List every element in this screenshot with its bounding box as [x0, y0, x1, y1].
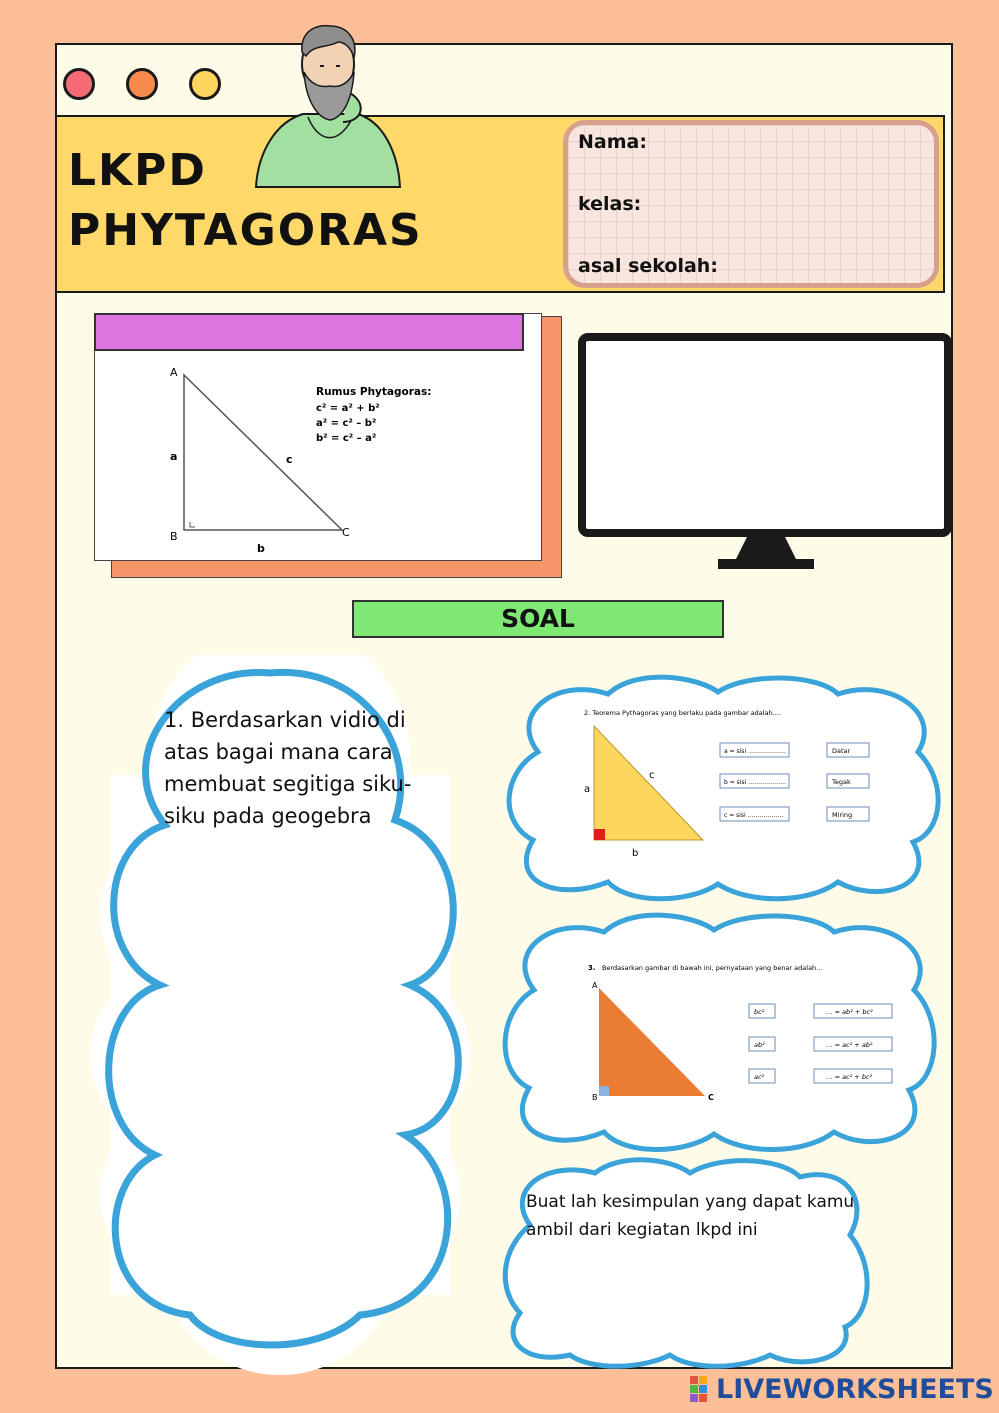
question2-option-3: Miring	[832, 811, 853, 819]
question3-right-term-3: … = ac² + bc²	[826, 1073, 873, 1081]
liveworksheets-logo-icon	[690, 1376, 716, 1402]
question2-prompt: 2. Teorema Pythagoras yang berlaku pada gambar adalah....	[584, 709, 781, 717]
school-label: asal sekolah:	[578, 255, 718, 277]
question2-side-b: b	[632, 848, 639, 858]
formula-line-3: b² = c² – a²	[316, 433, 377, 444]
question2-option-2: Tegak	[832, 778, 851, 786]
window-dot-yellow	[189, 68, 221, 100]
question2-blank-1: a = sisi ……………….	[724, 748, 786, 755]
side-b-label: b	[257, 542, 265, 555]
page-title-line2: PHYTAGORAS	[68, 205, 423, 256]
pythagoras-bust-illustration	[248, 22, 408, 192]
monitor-stand-icon	[716, 535, 816, 571]
question4-text: Buat lah kesimpulan yang dapat kamu ambil dari kegiatan lkpd ini	[526, 1192, 855, 1240]
question2-figure	[576, 700, 871, 858]
formula-diagram	[110, 360, 492, 560]
question3-vertex-b: B	[592, 1093, 598, 1102]
right-angle-marker	[594, 829, 605, 840]
question3-right-term-1: … = ab² + bc²	[826, 1008, 873, 1016]
vertex-c-label: C	[342, 526, 350, 539]
question3-vertex-c: C	[708, 1093, 714, 1102]
question3-figure	[582, 955, 900, 1110]
name-label: Nama:	[578, 131, 647, 153]
page-title-line1: LKPD	[68, 145, 207, 196]
question2-option-1: Datar	[832, 747, 851, 755]
formula-card-titlebar	[94, 313, 524, 351]
window-dot-red	[63, 68, 95, 100]
vertex-a-label: A	[170, 366, 178, 379]
question3-left-term-3: ac²	[754, 1073, 765, 1081]
formula-line-1: c² = a² + b²	[316, 403, 380, 414]
video-monitor-screen[interactable]	[578, 333, 952, 537]
question2-blank-3: c = sisi ………………	[724, 812, 784, 819]
question2-side-a: a	[584, 784, 591, 795]
formula-heading: Rumus Phytagoras:	[316, 386, 432, 398]
side-c-label: c	[286, 453, 293, 466]
question3-prompt: Berdasarkan gambar di bawah ini, pernyataan yang benar adalah...	[602, 964, 823, 972]
question3-number: 3.	[588, 964, 596, 972]
class-label: kelas:	[578, 193, 642, 215]
vertex-b-label: B	[170, 530, 178, 543]
question3-right-term-2: … = ac² + ab²	[826, 1041, 873, 1049]
question3-left-term-1: bc²	[754, 1008, 765, 1016]
question2-blank-2: b = sisi ……………….	[724, 779, 787, 786]
section-title-soal: SOAL	[352, 600, 724, 638]
brand-name: LIVEWORKSHEETS	[716, 1373, 994, 1405]
question2-side-c: c	[649, 770, 655, 781]
side-a-label: a	[170, 450, 178, 463]
question1-text: 1. Berdasarkan vidio di atas bagai mana cara membuat segitiga siku-siku pada geogebra	[164, 708, 412, 828]
question3-vertex-a: A	[592, 981, 598, 990]
formula-line-2: a² = c² – b²	[316, 418, 377, 429]
question3-left-term-2: ab²	[754, 1041, 765, 1049]
liveworksheets-brand[interactable]	[690, 1372, 994, 1406]
window-dot-orange	[126, 68, 158, 100]
question3-right-angle-marker	[599, 1086, 609, 1096]
